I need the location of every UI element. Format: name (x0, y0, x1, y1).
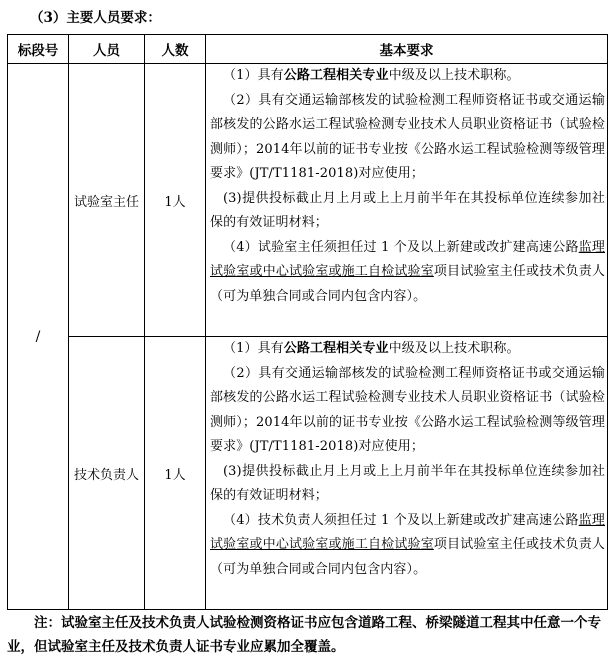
role-cell: 试验室主任 (69, 64, 145, 337)
requirement-item: （2）具有交通运输部核发的试验检测工程师资格证书或交通运输部核发的公路水运工程试验检测专业技术人员职业资格证书（试验检测师）；2014年以前的证书专业按《公路水运工程试验检测等级管理要求》(JT/T1181-2018)对应使用； (210, 365, 605, 454)
header-requirements: 基本要求 (206, 35, 608, 64)
requirement-item: （4）试验室主任须担任过 1 个及以上新建或改扩建高速公路监理试验室或中心试验室或施工自检试验室项目试验室主任或技术负责人（可为单独合同或合同内包含内容）。 (210, 239, 605, 304)
count-cell: 1人 (145, 337, 206, 610)
requirement-item: （4）技术负责人须担任过 1 个及以上新建或改扩建高速公路监理试验室或中心试验室或施工自检试验室项目试验室主任或技术负责人（可为单独合同或合同内包含内容）。 (210, 512, 605, 577)
requirement-item: （1）具有公路工程相关专业中级及以上技术职称。 (223, 68, 520, 83)
footnote: 注：试验室主任及技术负责人试验检测资格证书应包含道路工程、桥梁隧道工程其中任意一个专业，但试验室主任及技术负责人证书专业应累加全覆盖。 (7, 615, 601, 655)
requirement-item: （1）具有公路工程相关专业中级及以上技术职称。 (223, 341, 520, 356)
role-cell: 技术负责人 (69, 337, 145, 610)
header-count: 人数 (145, 35, 206, 64)
table-row (8, 64, 608, 337)
requirement-item: （2）具有交通运输部核发的试验检测工程师资格证书或交通运输部核发的公路水运工程试验检测专业技术人员职业资格证书（试验检测师）；2014年以前的证书专业按《公路水运工程试验检测等级管理要求》(JT/T1181-2018)对应使用； (210, 92, 605, 181)
requirement-item: (3)提供投标截止月上月或上上月前半年在其投标单位连续参加社保的有效证明材料； (210, 463, 605, 503)
requirements-cell (206, 64, 608, 337)
table-row (8, 337, 608, 610)
personnel-requirements-table (7, 34, 608, 610)
table-header-row (8, 35, 608, 64)
requirement-item: (3)提供投标截止月上月或上上月前半年在其投标单位连续参加社保的有效证明材料； (210, 190, 605, 230)
header-role: 人员 (69, 35, 145, 64)
segment-cell: / (8, 64, 69, 610)
count-cell: 1人 (145, 64, 206, 337)
header-segment: 标段号 (8, 35, 69, 64)
requirements-cell (206, 337, 608, 610)
section-heading: （3）主要人员要求： (30, 10, 161, 26)
